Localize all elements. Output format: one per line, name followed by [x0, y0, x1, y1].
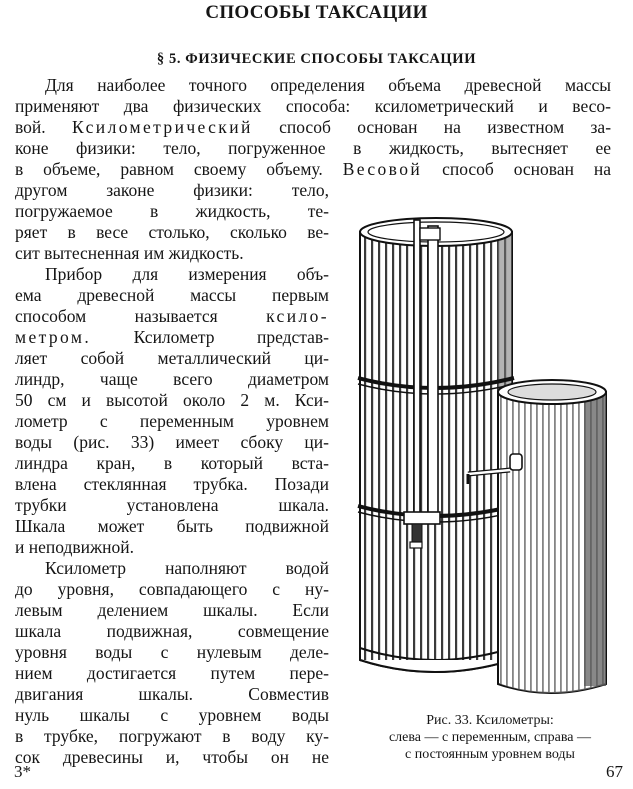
term-weight: Весовой: [342, 159, 423, 179]
text-fragment: вой.: [15, 117, 46, 137]
text-line-14: ляет собой металлический ци-: [15, 348, 329, 368]
section-heading: § 5. ФИЗИЧЕСКИЕ СПОСОБЫ ТАКСАЦИИ: [156, 51, 477, 67]
text-line-27: шкала подвижная, совмещение: [15, 621, 329, 641]
text-fragment: в объеме, равном своему объему.: [15, 159, 323, 179]
text-line-31: нуль шкалы с уровнем воды: [15, 705, 329, 725]
text-line-30: двигания шкалы. Совместив: [15, 684, 329, 704]
page-header: СПОСОБЫ ТАКСАЦИИ: [205, 2, 428, 23]
text-line-7: погружаемое в жидкость, те-: [15, 201, 329, 221]
text-fragment: способ основан на известном за-: [279, 117, 612, 137]
text-line-11: ема древесной массы первым: [15, 285, 329, 305]
text-line-8: ряет в весе столько, сколько ве-: [15, 222, 329, 242]
figure-caption-line-2: слева — с переменным, справа —: [388, 730, 592, 745]
text-line-9: сит вытесненная им жидкость.: [15, 243, 244, 263]
text-line-26: левым делением шкалы. Если: [15, 600, 329, 620]
text-fragment: Ксилометр представ-: [133, 327, 330, 347]
text-line-25: до уровня, совпадающего с ну-: [15, 579, 329, 599]
variable-level-xylometer: [358, 218, 514, 672]
term-xylometer-a: ксило-: [266, 306, 330, 326]
text-line-5: [15, 159, 611, 179]
text-line-15: линдр, чаще всего диаметром: [15, 369, 329, 389]
text-line-28: уровня воды с нулевым деле-: [15, 642, 329, 662]
term-xylometric: Ксилометрический: [72, 117, 253, 137]
text-line-3: [15, 117, 611, 137]
text-line-19: линдра кран, в который вста-: [15, 453, 329, 473]
text-line-1: Для наиболее точного определения объема древесной массы: [45, 75, 611, 95]
text-line-22: Шкала может быть подвижной: [15, 516, 329, 536]
text-line-21: трубки установлена шкала.: [15, 495, 329, 515]
text-line-4: коне физики: тело, погруженное в жидкость, вытесняет ее: [15, 138, 611, 158]
text-line-13: [15, 327, 329, 347]
folio-left: 3*: [14, 762, 31, 781]
term-xylometer-b: метром.: [15, 327, 92, 347]
folio-right: 67: [606, 762, 623, 781]
text-line-18: воды (рис. 33) имеет сбоку ци-: [15, 432, 329, 452]
text-line-2: применяют два физических способа: ксилометрический и весо-: [15, 96, 611, 116]
text-line-32: в трубке, погружают в воду ку-: [15, 726, 329, 746]
text-line-23: и неподвижной.: [15, 537, 134, 557]
text-line-17: лометр с переменным уровнем: [15, 411, 329, 431]
text-line-24: Ксилометр наполняют водой: [45, 558, 329, 578]
text-fragment: способ основан на: [442, 159, 611, 179]
text-line-12: [15, 306, 329, 326]
text-line-20: влена стеклянная трубка. Позади: [15, 474, 329, 494]
text-line-29: нием достигается путем пере-: [15, 663, 329, 683]
text-line-33: сок древесины и, чтобы он не: [15, 747, 329, 767]
figure-caption-line-3: с постоянным уровнем воды: [405, 747, 575, 762]
figure-caption-line-1: Рис. 33. Ксилометры:: [426, 713, 554, 728]
text-line-6: другом законе физики: тело,: [15, 180, 329, 200]
text-line-16: 50 см и высотой около 2 м. Кси-: [15, 390, 329, 410]
text-fragment: способом называется: [15, 306, 218, 326]
xylometer-illustration: [350, 208, 626, 696]
text-line-10: Прибор для измерения объ-: [45, 264, 329, 284]
